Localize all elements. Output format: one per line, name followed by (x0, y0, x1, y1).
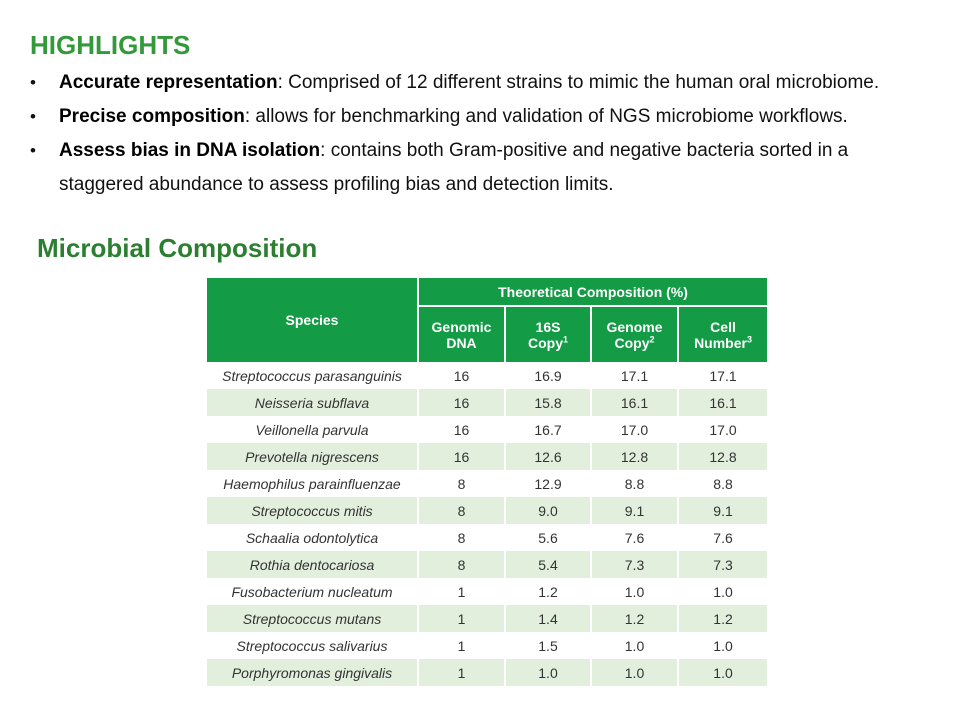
table-row (207, 470, 767, 497)
cell-number-cell: 16.1 (709, 394, 737, 411)
cell-number-cell: 7.6 (713, 529, 733, 546)
genome-copy-cell: 1.0 (592, 659, 679, 686)
genome-copy-cell: 7.3 (592, 551, 679, 578)
table-row (207, 524, 767, 551)
species-cell: Streptococcus mitis (207, 497, 419, 524)
copy-16s-cell: 16.7 (506, 416, 592, 443)
column-header-cell-number (679, 307, 767, 362)
genome-copy-cell: 1.0 (592, 632, 679, 659)
genome-copy-cell: 1.0 (592, 578, 679, 605)
species-cell: Veillonella parvula (207, 416, 419, 443)
highlight-text: : contains both Gram-positive and negative bacteria sorted in a staggered abundance to assess profiling bias and detection limits. (59, 140, 849, 195)
table-row (207, 659, 767, 686)
genome-copy-cell: 12.8 (592, 443, 679, 470)
species-cell: Neisseria subflava (207, 389, 419, 416)
bullet-icon: • (30, 73, 36, 92)
genomic-dna-cell: 16 (419, 443, 506, 470)
cell-number-cell: 1.2 (713, 610, 733, 627)
table-row (207, 632, 767, 659)
bullet-icon: • (30, 141, 36, 160)
cell-number-cell: 1.0 (713, 664, 733, 681)
highlights-title: HIGHLIGHTS (30, 30, 191, 60)
copy-16s-cell: 12.6 (506, 443, 592, 470)
genome-copy-cell: 1.2 (592, 605, 679, 632)
species-header: Species (207, 278, 419, 362)
copy-16s-cell: 1.4 (506, 605, 592, 632)
column-header-label: Genomic DNA (431, 318, 492, 351)
table-row (207, 416, 767, 443)
cell-number-cell: 17.1 (709, 367, 737, 384)
table-row (207, 389, 767, 416)
table-row (207, 578, 767, 605)
table-row (207, 551, 767, 578)
genomic-dna-cell: 16 (419, 416, 506, 443)
copy-16s-cell: 16.9 (506, 362, 592, 389)
genomic-dna-cell: 1 (419, 632, 506, 659)
genome-copy-cell: 9.1 (592, 497, 679, 524)
copy-16s-cell: 5.6 (506, 524, 592, 551)
copy-16s-cell: 1.2 (506, 578, 592, 605)
genome-copy-cell: 8.8 (592, 470, 679, 497)
species-cell: Rothia dentocariosa (207, 551, 419, 578)
highlights-list (30, 66, 904, 202)
footnote-marker: 1 (562, 333, 568, 344)
column-header-label: Cell Number (694, 318, 747, 351)
genomic-dna-cell: 1 (419, 605, 506, 632)
copy-16s-cell: 5.4 (506, 551, 592, 578)
species-cell: Porphyromonas gingivalis (207, 659, 419, 686)
copy-16s-cell: 1.5 (506, 632, 592, 659)
genomic-dna-cell: 1 (419, 659, 506, 686)
section-title: Microbial Composition (37, 233, 318, 263)
species-cell: Fusobacterium nucleatum (207, 578, 419, 605)
genome-copy-cell: 7.6 (592, 524, 679, 551)
table-row (207, 443, 767, 470)
column-header-genome-copy (592, 307, 679, 362)
genomic-dna-cell: 8 (419, 524, 506, 551)
cell-number-cell: 8.8 (713, 475, 733, 492)
composition-table (207, 278, 767, 686)
footnote-marker: 3 (746, 333, 752, 344)
table-header-row (207, 278, 767, 307)
cell-number-cell: 7.3 (713, 556, 733, 573)
highlight-label: Accurate representation (59, 72, 278, 93)
copy-16s-cell: 9.0 (506, 497, 592, 524)
highlight-item (30, 100, 904, 134)
highlight-label: Assess bias in DNA isolation (59, 140, 321, 161)
column-header-genomic-dna (419, 307, 506, 362)
highlight-text: : allows for benchmarking and validation of NGS microbiome workflows. (244, 106, 848, 127)
genomic-dna-cell: 8 (419, 497, 506, 524)
bullet-icon: • (30, 107, 36, 126)
footnote-marker: 2 (649, 333, 655, 344)
cell-number-cell: 9.1 (713, 502, 733, 519)
genome-copy-cell: 17.1 (592, 362, 679, 389)
highlight-text: : Comprised of 12 different strains to mimic the human oral microbiome. (277, 72, 880, 93)
theoretical-composition-header: Theoretical Composition (%) (419, 278, 767, 307)
highlight-label: Precise composition (59, 106, 245, 127)
cell-number-cell: 17.0 (709, 421, 737, 438)
genomic-dna-cell: 1 (419, 578, 506, 605)
highlight-item (30, 134, 904, 202)
column-header-16s-copy (506, 307, 592, 362)
table-row (207, 605, 767, 632)
copy-16s-cell: 15.8 (506, 389, 592, 416)
genomic-dna-cell: 8 (419, 470, 506, 497)
genomic-dna-cell: 16 (419, 362, 506, 389)
copy-16s-cell: 1.0 (506, 659, 592, 686)
species-cell: Haemophilus parainfluenzae (207, 470, 419, 497)
species-cell: Streptococcus mutans (207, 605, 419, 632)
genome-copy-cell: 17.0 (592, 416, 679, 443)
genome-copy-cell: 16.1 (592, 389, 679, 416)
genomic-dna-cell: 8 (419, 551, 506, 578)
column-header-label: 16S Copy (527, 318, 563, 351)
highlight-item (30, 66, 904, 100)
cell-number-cell: 1.0 (713, 583, 733, 600)
table-row (207, 362, 767, 389)
species-cell: Streptococcus parasanguinis (207, 362, 419, 389)
column-header-label: Genome Copy (606, 318, 663, 351)
cell-number-cell: 1.0 (713, 637, 733, 654)
species-cell: Schaalia odontolytica (207, 524, 419, 551)
copy-16s-cell: 12.9 (506, 470, 592, 497)
species-cell: Streptococcus salivarius (207, 632, 419, 659)
species-cell: Prevotella nigrescens (207, 443, 419, 470)
cell-number-cell: 12.8 (709, 448, 737, 465)
genomic-dna-cell: 16 (419, 389, 506, 416)
table-row (207, 497, 767, 524)
